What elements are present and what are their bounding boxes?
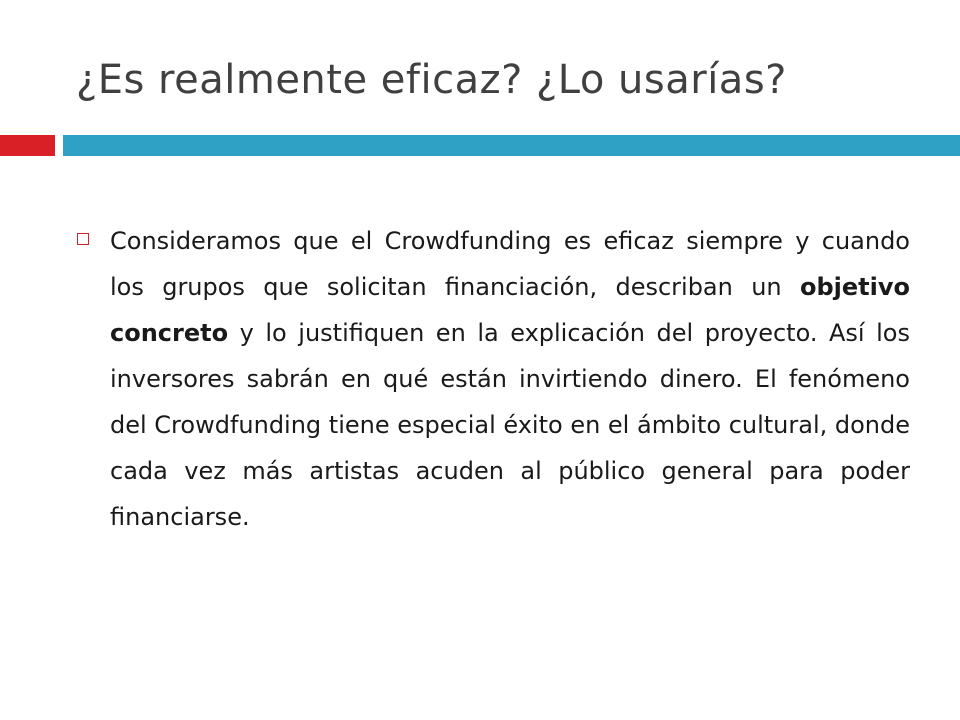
bullet-text-after: y lo justifiquen en la explicación del proyecto. Así los inversores sabrán en qué están invirtiendo dinero. El fenómeno del Crowdfunding tiene especial éxito en el ámbito cultural, donde cada vez más artistas acuden al público general para poder financiarse. (110, 319, 911, 531)
bullet-text-bold: objetivo concreto (110, 273, 910, 347)
hollow-square-bullet-icon (77, 233, 89, 245)
slide-title: ¿Es realmente eficaz? ¿Lo usarías? (76, 57, 787, 103)
title-underline-red-segment (0, 135, 55, 156)
bullet-text-before: Consideramos que el Crowdfunding es eficaz siempre y cuando los grupos que solicitan financiación, describan un (110, 227, 910, 301)
title-underline-blue-segment (63, 135, 960, 156)
bullet-paragraph (110, 218, 910, 540)
